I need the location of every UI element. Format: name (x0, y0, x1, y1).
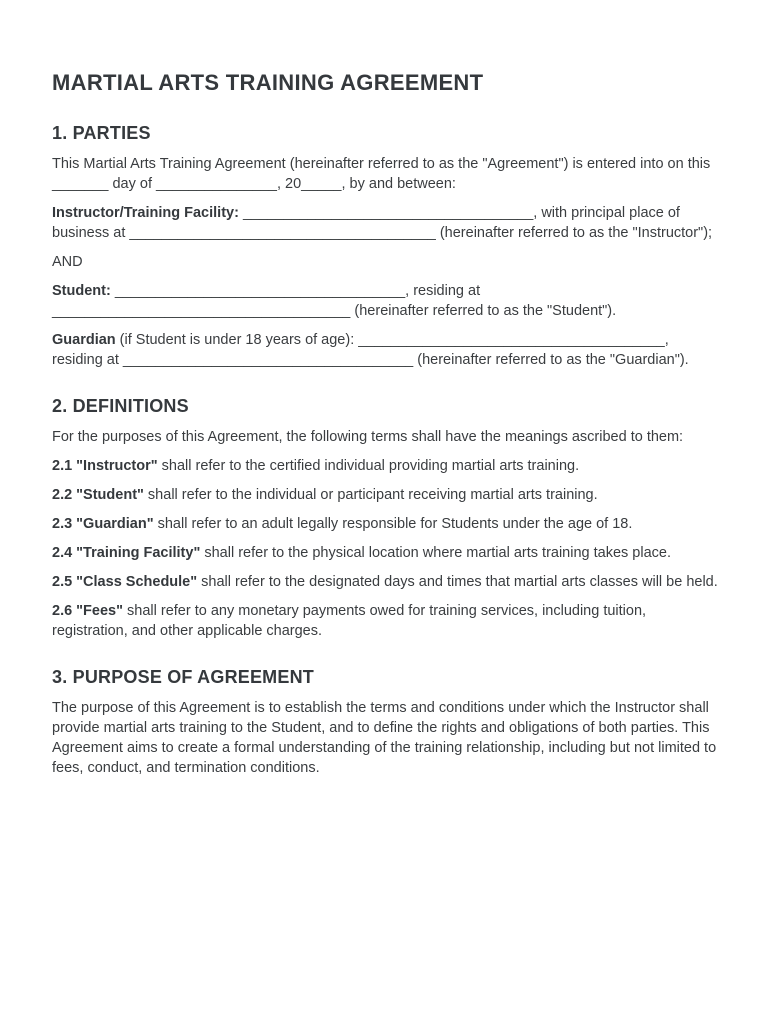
definition-term: 2.6 "Fees" (52, 603, 123, 619)
student-label: Student: (52, 283, 111, 299)
parties-intro-paragraph: This Martial Arts Training Agreement (hereinafter referred to as the "Agreement") is entered into on this _______ day of _______________, 20_____, by and between: (52, 156, 711, 192)
definition-item (52, 572, 718, 592)
definition-term: 2.1 "Instructor" (52, 458, 158, 474)
definition-text: shall refer to the designated days and times that martial arts classes will be held. (197, 574, 718, 590)
guardian-clause-text: (if Student is under 18 years of age): ______________________________________, residing at ____________________________________ (hereinafter referred to as the "Guardian"). (52, 332, 689, 368)
definition-text: shall refer to the individual or participant receiving martial arts training. (143, 487, 598, 503)
definition-term: 2.2 "Student" (52, 487, 144, 503)
definition-text: shall refer to the physical location where martial arts training takes place. (200, 545, 671, 561)
instructor-label: Instructor/Training Facility: (52, 205, 239, 221)
definition-item (52, 456, 718, 476)
definition-text: shall refer to an adult legally responsible for Students under the age of 18. (153, 516, 633, 532)
definition-text: shall refer to any monetary payments owed for training services, including tuition, registration, and other applicable charges. (52, 603, 647, 639)
section-heading-parties: 1. PARTIES (52, 123, 151, 143)
definition-item (52, 514, 718, 534)
definition-term: 2.4 "Training Facility" (52, 545, 201, 561)
purpose-paragraph: The purpose of this Agreement is to establish the terms and conditions under which the Instructor shall provide martial arts training to the Student, and to define the rights and obligations of both parties. This Agreement aims to create a formal understanding of the training relationship, including but not limited to fees, conduct, and termination conditions. (52, 700, 717, 776)
section-heading-purpose: 3. PURPOSE OF AGREEMENT (52, 667, 314, 687)
and-conjunction: AND (52, 254, 83, 270)
document-title: MARTIAL ARTS TRAINING AGREEMENT (52, 70, 484, 95)
definition-term: 2.5 "Class Schedule" (52, 574, 198, 590)
definitions-intro-paragraph: For the purposes of this Agreement, the following terms shall have the meanings ascribed to them: (52, 429, 684, 445)
definition-term: 2.3 "Guardian" (52, 516, 154, 532)
guardian-clause (52, 330, 718, 370)
student-clause (52, 281, 718, 321)
guardian-label: Guardian (52, 332, 116, 348)
definition-item (52, 543, 718, 563)
definition-item (52, 485, 718, 505)
definition-text: shall refer to the certified individual providing martial arts training. (157, 458, 580, 474)
student-clause-text: ____________________________________, residing at _____________________________________ (hereinafter referred to as the "Student"). (52, 283, 617, 319)
section-heading-definitions: 2. DEFINITIONS (52, 396, 189, 416)
instructor-clause-text: ____________________________________, with principal place of business at ______________________________________ (hereinafter referred to as the "Instructor"); (52, 205, 713, 241)
definition-item (52, 601, 718, 641)
instructor-clause (52, 203, 718, 243)
